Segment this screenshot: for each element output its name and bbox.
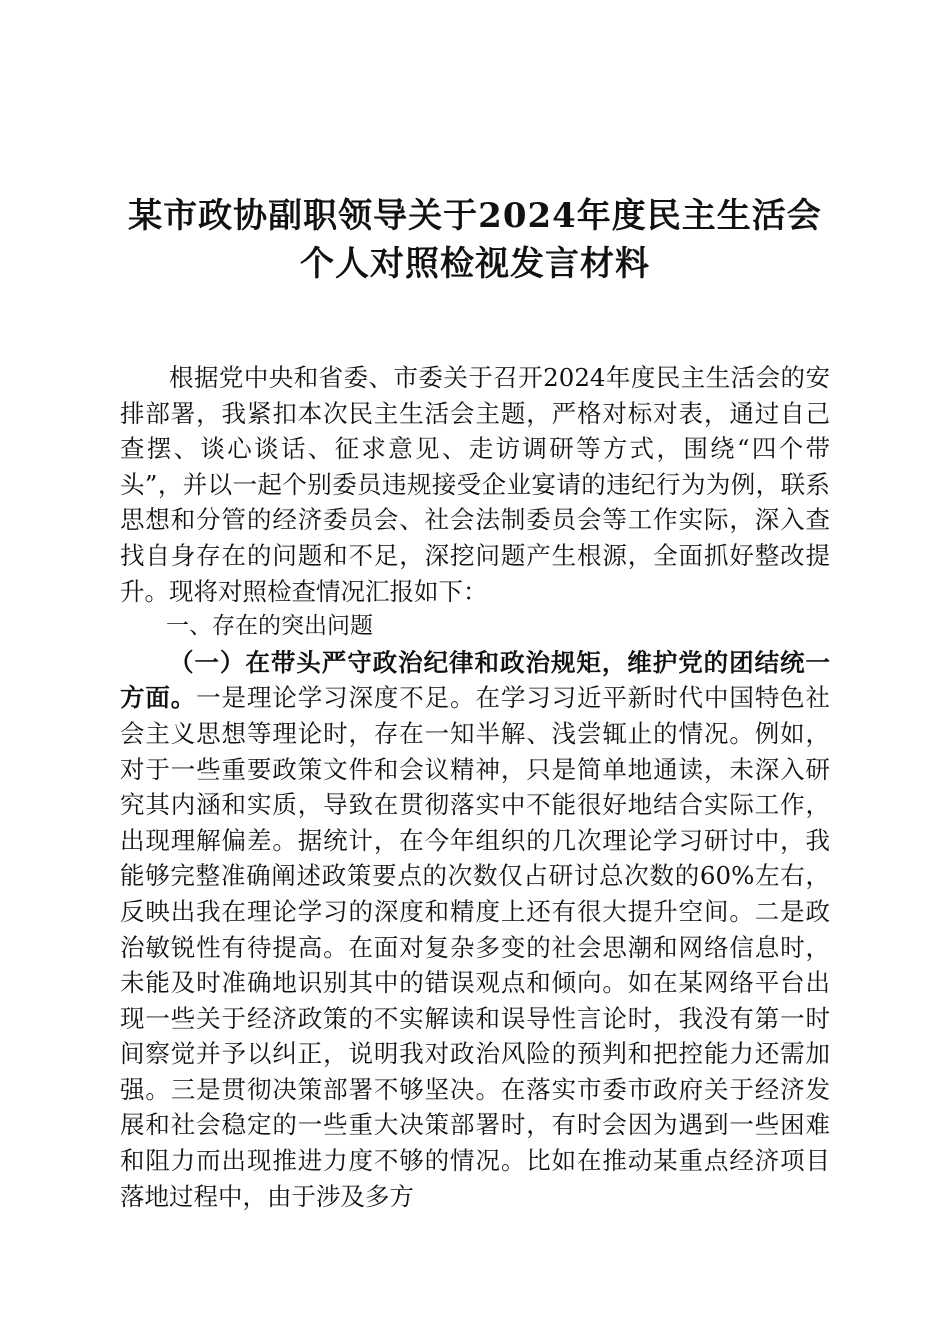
subsection-paragraph-1: [120, 645, 830, 1215]
document-title-line-2: 个人对照检视发言材料: [300, 244, 650, 284]
intro-paragraph: 根据党中央和省委、市委关于召开2024年度民主生活会的安排部署，我紧扣本次民主生活会主题，严格对标对表，通过自己查摆、谈心谈话、征求意见、走访调研等方式，围绕“四个带头”，并以一起个别委员违规接受企业宴请的违纪行为为例，联系思想和分管的经济委员会、社会法制委员会等工作实际，深入查找自身存在的问题和不足，深挖问题产生根源，全面抓好整改提升。现将对照检查情况汇报如下：: [120, 363, 830, 606]
section-heading-1: 一、存在的突出问题: [166, 613, 373, 640]
subsection-body-1: 一是理论学习深度不足。在学习习近平新时代中国特色社会主义思想等理论时，存在一知半解、浅尝辄止的情况。例如，对于一些重要政策文件和会议精神，只是简单地通读，未深入研究其内涵和实质，导致在贯彻落实中不能很好地结合实际工作，出现理解偏差。据统计，在今年组织的几次理论学习研讨中，我能够完整准确阐述政策要点的次数仅占研讨总次数的60%左右，反映出我在理论学习的深度和精度上还有很大提升空间。二是政治敏锐性有待提高。在面对复杂多变的社会思潮和网络信息时，未能及时准确地识别其中的错误观点和倾向。如在某网络平台出现一些关于经济政策的不实解读和误导性言论时，我没有第一时间察觉并予以纠正，说明我对政治风险的预判和把控能力还需加强。三是贯彻决策部署不够坚决。在落实市委市政府关于经济发展和社会稳定的一些重大决策部署时，有时会因为遇到一些困难和阻力而出现推进力度不够的情况。比如在推动某重点经济项目落地过程中，由于涉及多方: [120, 683, 831, 1211]
document-body: [120, 360, 830, 1214]
document-title-line-1: 某市政协副职领导关于2024年度民主生活会: [128, 196, 822, 236]
subsection-heading-1: （一）在带头严守政治纪律和政治规矩，维护党的团结统一方面。: [120, 647, 830, 713]
